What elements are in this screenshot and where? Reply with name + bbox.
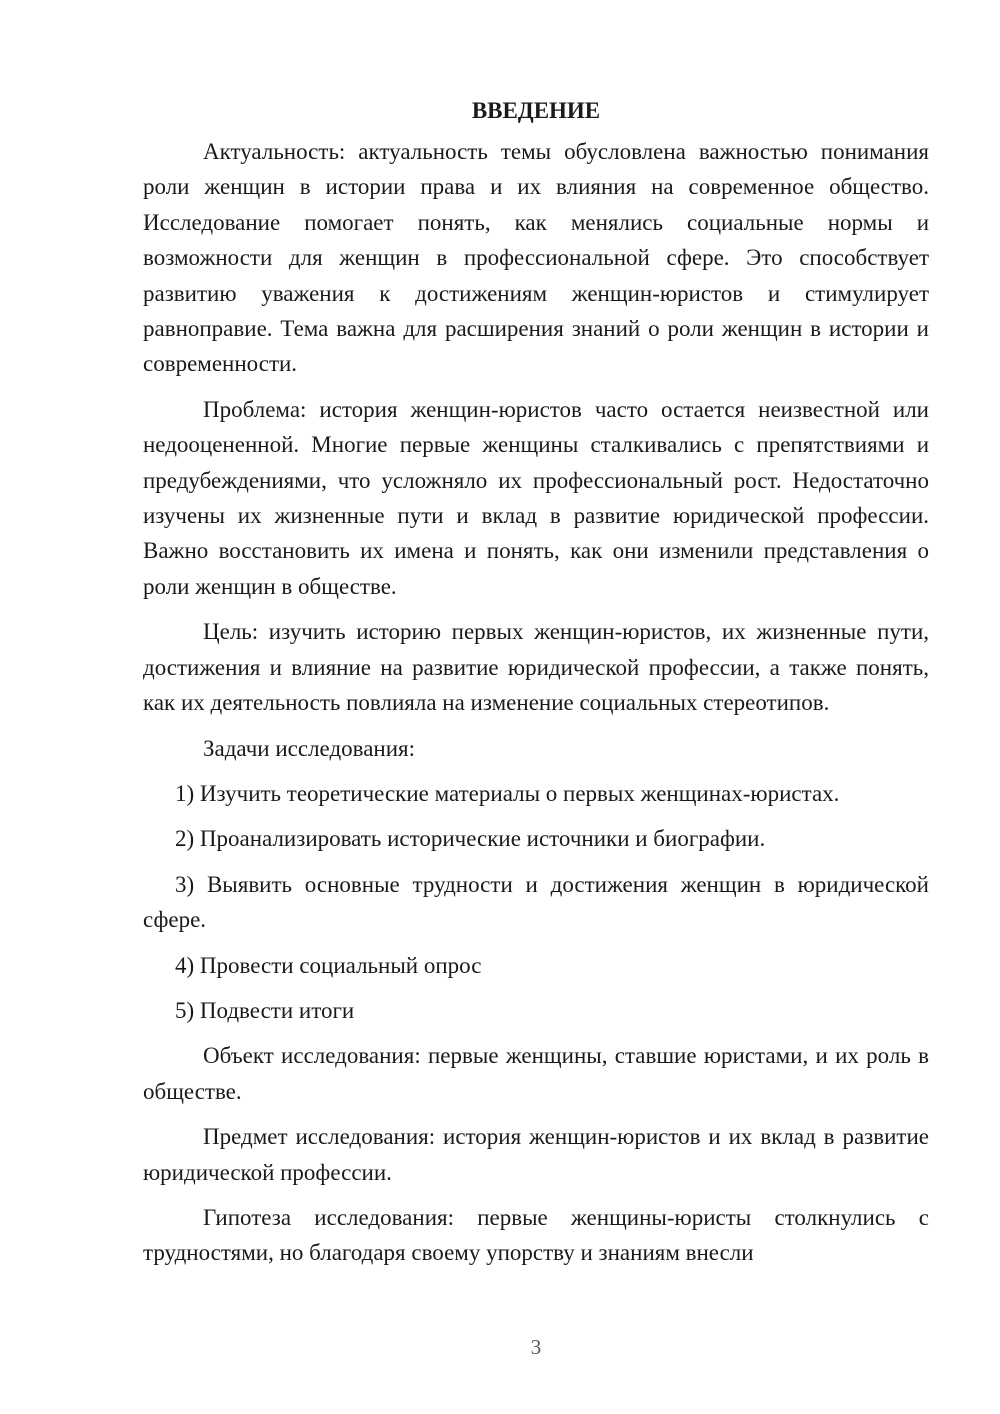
paragraph-tasks-intro: Задачи исследования: [203,735,416,761]
task-item-4: 4) Провести социальный опрос [175,952,482,978]
paragraph-relevance: Актуальность: актуальность темы обусловлена важностью понимания роли женщин в истории права и их влияния на современное общество. Исследование помогает понять, как менялись социальные нормы и возможности для женщин в профессиональной сфере. Это способствует развитию уважения к достижениям женщин-юристов и стимулирует равноправие. Тема важна для расширения знаний о роли женщин в истории и современности. [143,139,929,377]
section-heading: ВВЕДЕНИЕ [471,98,601,123]
paragraph-problem: Проблема: история женщин-юристов часто остается неизвестной или недооцененной. Многие первые женщины сталкивались с препятствиями и предубеждениями, что усложняло их профессиональный рост. Недостаточно изучены их жизненные пути и вклад в развитие юридической профессии. Важно восстановить их имена и понять, как они изменили представления о роли женщин в обществе. [143,396,929,599]
task-item-3: 3) Выявить основные трудности и достижения женщин в юридической сфере. [143,871,929,933]
task-item-5: 5) Подвести итоги [175,997,355,1023]
paragraph-hypothesis: Гипотеза исследования: первые женщины-юристы столкнулись с трудностями, но благодаря своему упорству и знаниям внесли [143,1204,929,1266]
page-number: 3 [530,1335,542,1359]
paragraph-object: Объект исследования: первые женщины, ставшие юристами, и их роль в обществе. [143,1043,929,1104]
task-item-2: 2) Проанализировать исторические источники и биографии. [175,826,766,852]
paragraph-goal: Цель: изучить историю первых женщин-юристов, их жизненные пути, достижения и влияние на развитие юридической профессии, а также понять, как их деятельность повлияла на изменение социальных стереотипов. [143,619,929,716]
task-item-1: 1) Изучить теоретические материалы о первых женщинах-юристах. [175,780,840,806]
document-page [143,93,929,1281]
paragraph-subject: Предмет исследования: история женщин-юристов и их вклад в развитие юридической профессии. [143,1124,929,1185]
